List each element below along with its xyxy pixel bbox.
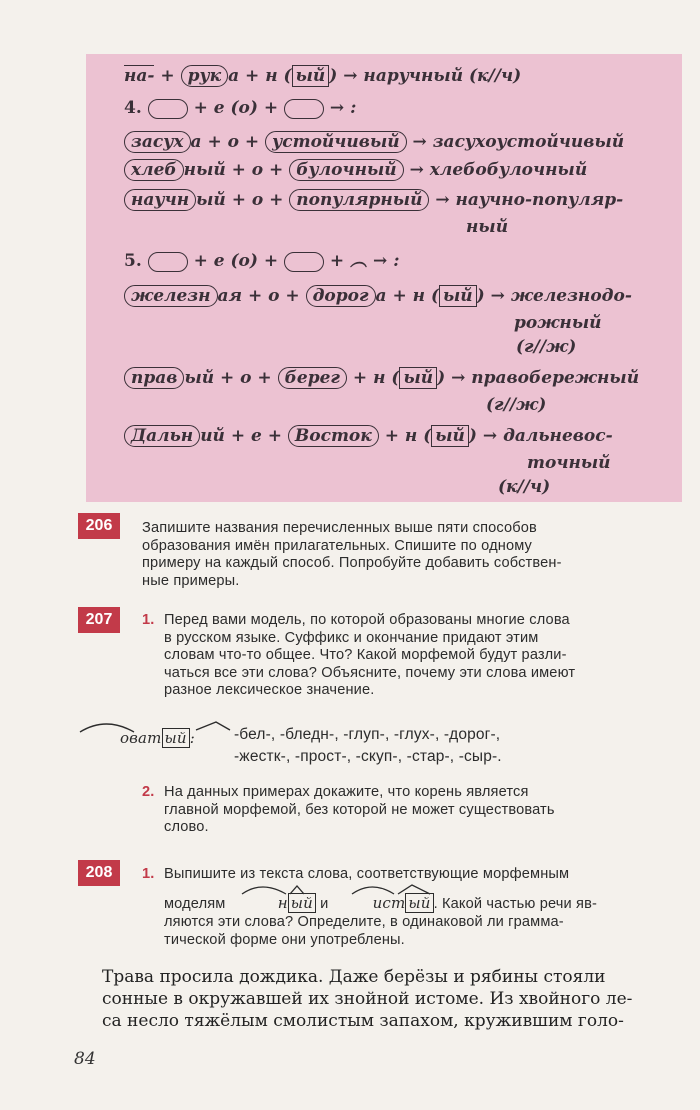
root-arc-icon xyxy=(352,887,394,894)
passage-text: Трава просила дождика. Даже берёзы и рябины стояли сонные в окружавшей их знойной истоме. Из хвойного ле- са несло тяжёлым смолистым запахом, кружившим голо- xyxy=(102,967,633,1031)
model-number: 4. xyxy=(124,98,148,118)
root-blank xyxy=(284,252,324,272)
exercise-207-task1: Перед вами модель, по которой образованы многие слова в русском языке. Суффикс и окончание придают этим словам что-то общее. Что? Какой морфемой будут разли- чаться все эти слова? Объясните, почему эти слова имеют разное лексическое значение. xyxy=(164,612,576,699)
prefix: на- xyxy=(124,66,155,86)
model-4-formula: 4. + е (о) + → : xyxy=(124,98,357,118)
item-number: 1. xyxy=(142,612,155,628)
model-5-formula: 5. + е (о) + + ︵ → : xyxy=(124,251,400,271)
exercise-207-task2: На данных примерах докажите, что корень является главной морфемой, без которой не может существовать слово. xyxy=(164,784,555,836)
morpheme-model: оват ый : xyxy=(120,729,195,747)
ending: ый xyxy=(292,65,330,87)
result-word: наручный (к//ч) xyxy=(363,66,522,86)
example-row-zasukhoustoychivy: засух а + о + устойчивый → засухоустойчивый xyxy=(124,132,624,152)
root-list: -бел-, -бледн-, -глуп-, -глух-, -дорог-, -жестк-, -прост-, -скуп-, -стар-, -сыр-. xyxy=(234,726,502,765)
example-row-pravoberezhny: прав ый + о + берег + н ( ый ) → правобережный xyxy=(124,368,639,388)
suffix-arc-icon: ︵ xyxy=(350,251,368,271)
exercise-badge-206: 206 xyxy=(78,513,120,539)
exercise-badge-207: 207 xyxy=(78,607,120,633)
model-suffix: оват xyxy=(120,729,162,747)
example-row-zheleznodorozhny: железн ая + о + дорог а + н ( ый ) → железнодо- xyxy=(124,286,632,306)
example-row-dalnevostochny: Дальн ий + е + Восток + н ( ый ) → дальневос- xyxy=(124,426,613,446)
item-number: 1. xyxy=(142,866,155,882)
root-blank xyxy=(148,252,188,272)
exercise-208-models-line: моделям н ый и ист ый . Какой частью речи яв- xyxy=(164,894,597,912)
root: рук xyxy=(181,65,229,87)
exercise-208-line1: Выпишите из текста слова, соответствующие морфемным xyxy=(164,866,570,882)
exercise-206-text: Запишите названия перечисленных выше пяти способов образования имён прилагательных. Спишите по одному примеру на каждый способ. Попробуйте добавить собствен- ные примеры. xyxy=(142,520,562,589)
model-ending: ый xyxy=(162,728,190,748)
root-blank xyxy=(284,99,324,119)
root-arc-icon xyxy=(242,887,286,894)
exercise-208-task1: ляются эти слова? Определите, в одинаковой ли грамма- тической форме они употреблены. xyxy=(164,914,564,948)
page-number: 84 xyxy=(74,1049,96,1069)
suffix-roof-icon xyxy=(196,722,230,730)
item-number: 2. xyxy=(142,784,155,800)
example-row-nauchno-populyarny: научн ый + о + популярный → научно-популяр- xyxy=(124,190,623,210)
example-row-naruchny: на- + рук а + н ( ый ) → наручный (к//ч) xyxy=(124,66,522,86)
root-blank xyxy=(148,99,188,119)
suffix: н xyxy=(265,66,278,86)
example-row-khlebobulochny: хлеб ный + о + булочный → хлебобулочный xyxy=(124,160,587,180)
exercise-badge-208: 208 xyxy=(78,860,120,886)
